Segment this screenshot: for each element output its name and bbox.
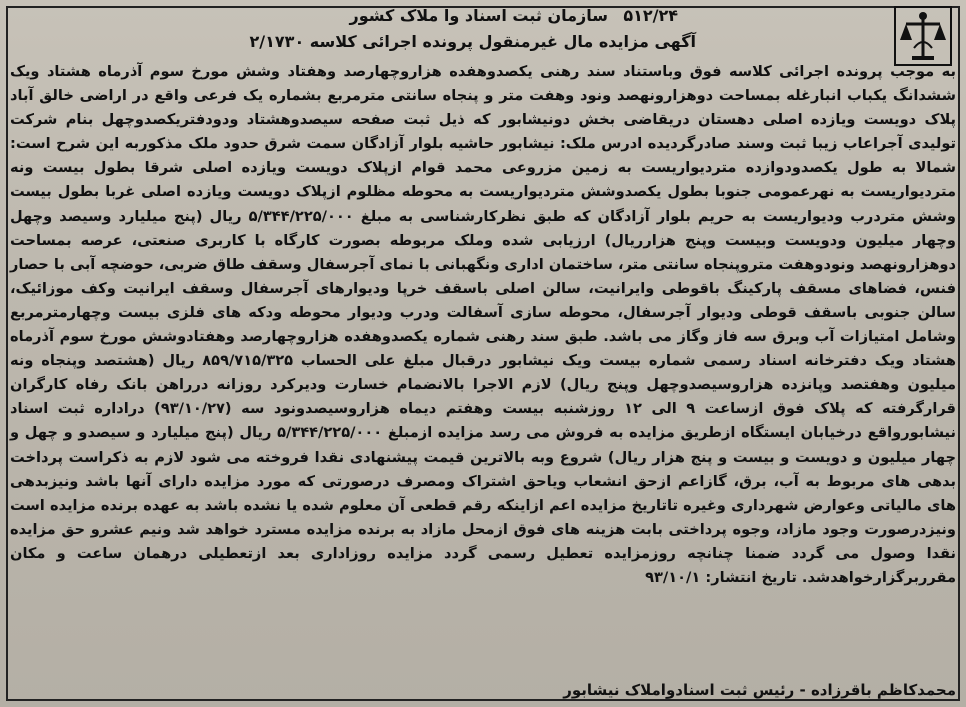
- registry-emblem-icon: [894, 6, 952, 66]
- organization-name: سازمان ثبت اسناد وا ملاک کشور: [349, 6, 608, 25]
- notice-body: [10, 60, 956, 590]
- notice-header: [10, 4, 956, 62]
- notice-headline: آگهی مزایده مال غیرمنقول پرونده اجرائی کلاسه ۲/۱۷۳۰: [249, 32, 696, 51]
- notice-signature: محمدکاظم باقرزاده - رئیس ثبت اسنادواملاک نیشابور: [563, 681, 956, 699]
- ad-number: ۵۱۲/۲۴: [623, 6, 678, 25]
- notice-body-paragraph: به موجب پرونده اجرائی کلاسه فوق وباستناد سند رهنی یکصدوهفده هزاروچهارصد وهفتاد وشش مورخ سوم آذرماه هشتاد ویک ششدانگ یکباب انبارغله بمساحت دوهزارونهصد ونود وهفت متر و پنجاه سانتی مترمربع بشماره یک فرعی واقع در اراضی خالق آباد پلاک دویست ویازده اصلی دهستان دریقاضی بخش دونیشابور که ذیل ثبت صفحه سیصدوهشتاد ودودفتریکصدوچهل بنام شرکت تولیدی آجراعاب زیبا ثبت وسند صادرگردیده ادرس ملک: نیشابور حاشیه بلوار آزادگان سمت شرق حدود ملک مذکوربه این شرح است: شمالا به طول یکصدودوازده متردیواریست به زمین مزروعی محمد قوام ازپلاک دویست ویازده اصلی شرقا بطول بیست ونه متردیواریست به نهرعمومی جنوبا بطول یکصدوشش متردیواریست به محوطه مظلوم ازپلاک دویست ویازده اصلی غربا بطول بیست وشش متردرب ودیواریست به حریم بلوار آزادگان که طبق نظرکارشناسی به مبلغ ۵/۳۴۴/۲۲۵/۰۰۰ ریال (پنج میلیارد وسیصد وچهل وچهار میلیون ودویست وبیست وپنج هزارریال) ارزیابی شده وملک مربوطه بصورت کارگاه با کاربری صنعتی، عرصه بمساحت دوهزارونهصد ونودوهفت متروپنجاه سانتی متر، ساختمان اداری ونگهبانی با نمای آجرسفال وسقف طاق ضربی، حوضچه آبی با حصار فنس، فضاهای مسقف پارکینگ باقوطی وایرانیت، سالن اصلی باسقف خرپا ودیوارهای آجرسفال وسقف ایرانیت وکف موزائیک، سالن جنوبی باسقف قوطی ودیوار آجرسفال، محوطه سازی آسفالت ودرب ودیوار محوطه ودکه های فلزی بیست وچهارمترمربع وشامل امتیازات آب وبرق سه فاز وگاز می باشد. طبق سند رهنی شماره یکصدوهفده هزاروچهارصد وهفتادوشش مورخ سوم آذرماه هشتاد ویک دفترخانه اسناد رسمی شماره بیست ویک نیشابور درقبال مبلغ علی الحساب ۸۵۹/۷۱۵/۳۲۵ ریال (هشتصد وپنجاه ونه میلیون وهفتصد وپانزده هزاروسیصدوچهل وپنج ریال) لازم الاجرا بالانضمام خسارت ودیرکرد روزانه درراهن بانک رفاه کارگران قرارگرفته که پلاک فوق ازساعت ۹ الی ۱۲ روزشنبه بیست وهفتم دیماه هزاروسیصدونود سه (۹۳/۱۰/۲۷) دراداره ثبت اسناد نیشابورواقع درخیابان ایستگاه ازطریق مزایده به فروش می رسد مزایده ازمبلغ ۵/۳۴۴/۲۲۵/۰۰۰ ریال (پنج میلیارد و سیصدو و چهل و چهار میلیون و دویست و بیست و پنج هزار ریال) شروع وبه بالاترین قیمت پیشنهادی نقدا فروخته می شود لازم به ذکراست پرداخت بدهی های مربوط به آب، برق، گازاعم ازحق انشعاب ویاحق اشتراک ومصرف درصورتی که مورد مزایده دارای آنها باشد ونیزبدهی های مالیاتی وعوارض شهرداری وغیره تاتاریخ مزایده اعم ازاینکه رقم قطعی آن معلوم شده یا نشده باشد به عهده برنده مزایده است ونیزدرصورت وجود مازاد، وجوه پرداختی بابت هزینه های فوق ازمحل مازاد به برنده مزایده مسترد خواهد شد ونیم عشرو حق مزایده نقدا وصول می گردد ضمنا چنانچه روزمزایده تعطیل رسمی گردد مزایده روزاداری بعد ازتعطیلی درهمان ساعت و مکان مقرربرگزارخواهدشد. تاریخ انتشار: ۹۳/۱۰/۱: [10, 63, 956, 586]
- notice-content: [10, 4, 956, 707]
